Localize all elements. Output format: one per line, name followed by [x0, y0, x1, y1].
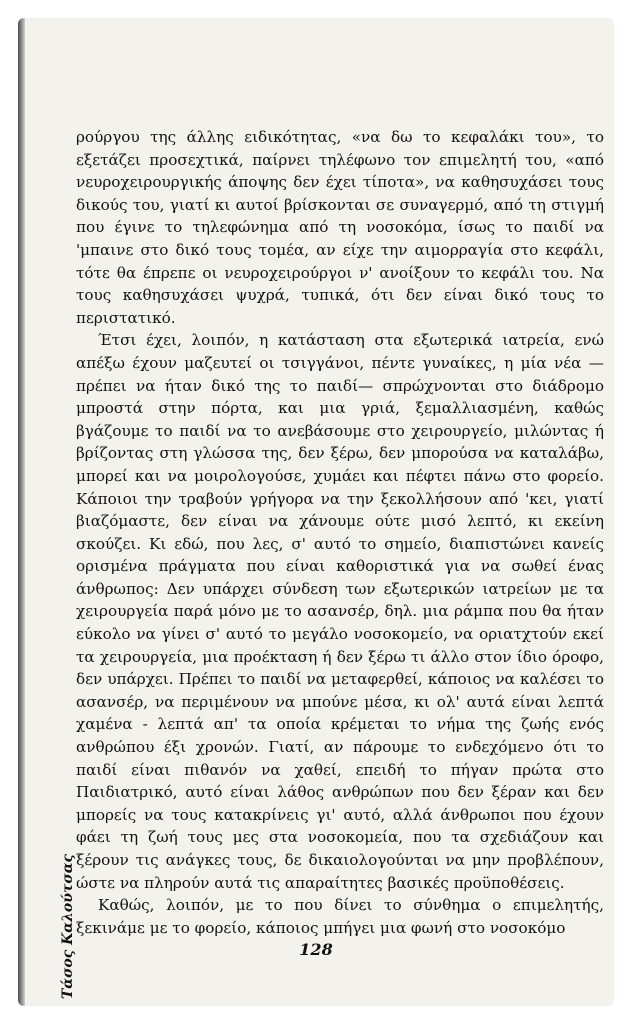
body-text — [76, 126, 604, 939]
page-edge-shadow — [18, 18, 25, 1006]
paragraph-3: Καθώς, λοιπόν, με το που δίνει το σύνθημα ο επιμελητής, ξεκινάμε με το φορείο, κάποιος μπήγει μια φωνή στο νοσοκόμο — [76, 896, 604, 937]
paragraph-2: Έτσι έχει, λοιπόν, η κατάσταση στα εξωτερικά ιατρεία, ενώ απέξω έχουν μαζευτεί οι τσιγγάνοι, πέντε γυναίκες, η μία νέα — πρέπει να ήταν δικό της το παιδί— σπρώχνονται στο διάδρομο μπροστά στην πόρτα, και μια γριά, ξεμαλλιασμένη, καθώς βγάζουμε το παιδί να το ανεβάσουμε στο χειρουργείο, μιλώντας ή βρίζοντας στη γλώσσα της, δεν ξέρω, δεν μπορούσα να καταλάβω, μπορεί και να μοιρολογούσε, χυμάει και πέφτει πάνω στο φορείο. Κάποιοι την τραβούν γρήγορα να την ξεκολλήσουν από 'κει, γιατί βιαζόμαστε, δεν είναι να χάνουμε ούτε μισό λεπτό, κι εκείνη σκούζει. Κι εδώ, που λες, σ' αυτό το σημείο, διαπιστώνει κανείς ορισμένα πράγματα που είναι καθοριστικά για να σωθεί ένας άνθρωπος: Δεν υπάρχει σύνδεση των εξωτερικών ιατρείων με τα χειρουργεία παρά μόνο με το ασανσέρ, δηλ. μια ράμπα που θα ήταν εύκολο να γίνει σ' αυτό το μεγάλο νοσοκομείο, να οριατχτούν εκεί τα χειρουργεία, μια προέκταση ή δεν ξέρω τι άλλο στον ίδιο όροφο, δεν υπάρχει. Πρέπει το παιδί να μεταφερθεί, κάποιος να καλέσει το ασανσέρ, να περιμένουν να μπούνε μέσα, κι ολ' αυτά είναι λεπτά χαμένα - λεπτά απ' τα οποία κρέμεται το νήμα της ζωής ενός ανθρώπου έξι χρονών. Γιατί, αν πάρουμε το ενδεχόμενο ότι το παιδί είναι πιθανόν να χαθεί, επειδή το πήγαν πρώτα στο Παιδιατρικό, αυτό είναι λάθος ανθρώπων που δεν ξέραν και δεν μπορείς να τους κατακρίνεις γι' αυτό, αλλά άνθρωποι που έχουν φάει τη ζωή τους μες στα νοσοκομεία, που τα σχεδιάζουν και ξέρουν τις ανάγκες τους, δε δικαιολογούνται να μην προβλέπουν, ώστε να πληρούν αυτά τις απαραίτητες βασικές προϋποθέσεις. — [76, 331, 604, 892]
paragraph-1: ρούργου της άλλης ειδικότητας, «να δω το κεφαλάκι του», το εξετάζει προσεχτικά, παίρνει τηλέφωνο τον επιμελητή του, «από νευροχειρουργικής άποψης δεν έχει τίποτα», να καθησυχάσει τους δικούς του, γιατί κι αυτοί βρίσκονται σε συναγερμό, από τη στιγμή που έγινε το τηλεφώνημα από τη νοσοκόμα, ίσως το παιδί να 'μπαινε στο δικό τους τομέα, αν είχε την αιμορραγία στο κεφάλι, τότε θα έπρεπε οι νευροχειρούργοι ν' ανοίξουν το κεφάλι του. Να τους καθησυχάσει ψυχρά, τυπικά, ότι δεν είναι δικό τους το περιστατικό. — [76, 128, 604, 327]
running-author: Τάσος Καλούτσας — [60, 854, 76, 1000]
page-number: 128 — [299, 940, 333, 959]
book-page — [18, 18, 614, 1006]
